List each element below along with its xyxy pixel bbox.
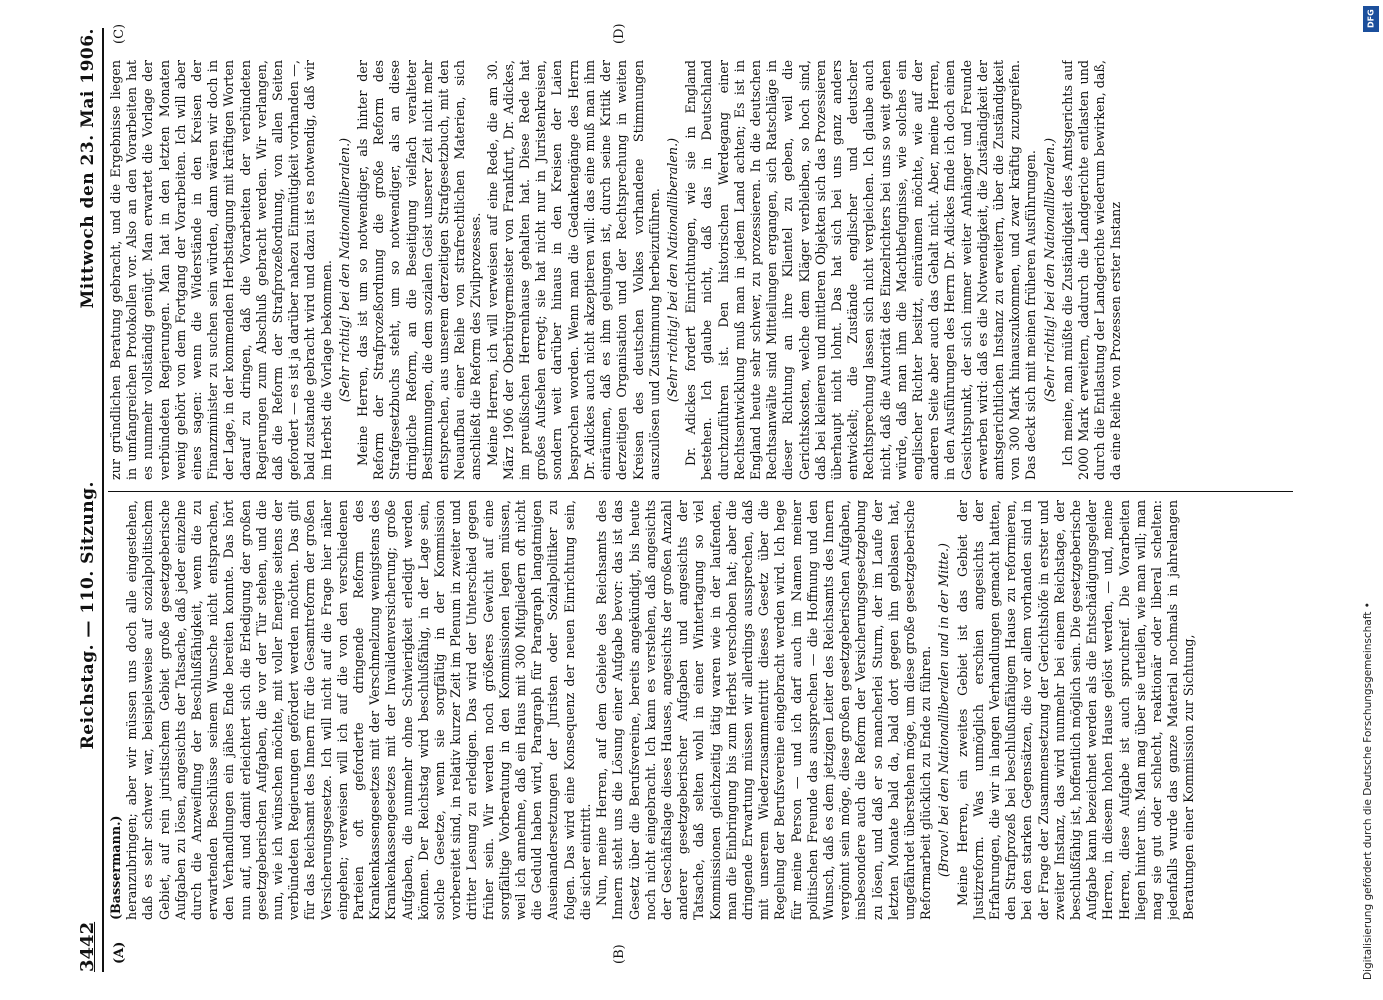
page-header (62, 28, 104, 972)
dfg-logo-icon: DFG (1363, 6, 1379, 32)
margin-mark-c: (C) (112, 23, 127, 44)
left-paragraph-1: heranzubringen; aber wir müssen uns doch alle eingestehen, daß es sehr schwer war, beispielsweise auf sozialpolitischem Gebiet, auf rein juristischem Gebiet große gesetzgeberische Aufgaben zu lösen, angesichts der Tatsache, daß jeder einzelne durch die Anzweiflung der Beschlußfähigkeit, wenn die zu erwartenden Beschlüsse seinem Wunsche nicht entsprachen, den Verhandlungen ein jähes Ende bereiten konnte. Das hört nun auf, und damit erleichtert sich die Erledigung der großen gesetzgeberischen Aufgaben, die vor der Tür stehen, und die nun, wie ich wünschen möchte, mit voller Energie seitens der verbündeten Regierungen gefördert werden möchten. Das gilt für das Reichsamt des Innern für die Gesamtreform der großen Versicherungsgesetze. Ich will nicht auf die Frage hier näher eingehen; verweisen will ich auf die von den verschiedenen Parteien oft geforderte dringende Reform des Krankenkassengesetzes mit der Verschmelzung wenigstens des Krankenkassengesetzes mit der Invalidenversicherung; große Aufgaben, die nunmehr ohne Schwierigkeit erledigt werden können. Der Reichstag wird beschlußfähig, in der Lage sein, solche Gesetze, wenn sie sorgfältig in der Kommission vorbereitet sind, in relativ kurzer Zeit im Plenum in zweiter und dritter Lesung zu erledigen. Das wird der Unterschied gegen früher sein. Wir werden noch größeres Gewicht auf eine sorgfältige Vorberatung in den Kommissionen legen müssen, weil ich annehme, daß ein Haus mit 300 Mitgliedern oft nicht die Geduld haben wird, Paragraph für Paragraph langatmigen Auseinandersetzungen der Juristen oder Sozialpolitiker zu folgen. Das wird eine Konsequenz der neuen Einrichtung sein, die sicher eintritt. (124, 500, 593, 920)
right-paragraph-5: Ich meine, man müßte die Zuständigkeit des Amtsgerichts auf 2000 Mark erweitern, dadurch die Landgerichte entlasten und durch die Entlastung der Landgerichte wiederum bewirken, daß, da eine Reihe von Prozessen erster Instanz (1059, 60, 1124, 480)
right-interjection-3: (Sehr richtig! bei den Nationalliberalen.) (1041, 137, 1057, 403)
speaker-tag: (Bassermann.) (108, 815, 123, 920)
column-divider (108, 491, 1293, 492)
credit-text: Digitalisierung gefördert durch die Deutsche Forschungsgemeinschaft • (1362, 602, 1374, 980)
margin-mark-a: (A) (112, 941, 127, 964)
left-interjection-1: (Bravo! bei den Nationalliberalen und in der Mitte.) (936, 542, 952, 878)
right-interjection-2: (Sehr richtig! bei den Nationalliberalen.) (664, 137, 680, 403)
right-paragraph-1: zur gründlichen Beratung gebracht, und die Ergebnisse liegen in umfangreichen Protokollen vor. Also an den Vorarbeiten hat es nunmehr vollständig genügt. Man erwartet die Vorlage der verbündeten Regierungen. Man hat in den letzten Monaten wenig gehört von dem Fortgang der Vorarbeiten. Ich will aber eines sagen: wenn die Widerstände in den Kreisen der Finanzminister zu suchen sein würden, dann wären wir doch in der Lage, in der kommenden Herbsttagung mit kräftigen Worten darauf zu dringen, daß die Vorarbeiten der verbündeten Regierungen zum Abschluß gebracht werden. Wir verlangen, daß die Reform der Strafprozeßordnung, von allen Seiten gefordert — es ist ja darüber nahezu Einmütigkeit vorhanden —, bald zustande gebracht wird und dazu ist es notwendig, daß wir im Herbst die Vorlage bekommen. (108, 60, 334, 480)
right-interjection-1: (Sehr richtig! bei den Nationalliberalen.) (336, 137, 352, 403)
right-paragraph-3: Meine Herren, ich will verweisen auf eine Rede, die am 30. März 1906 der Oberbürgermeister von Frankfurt, Dr. Adickes, im preußischen Herrenhause gehalten hat. Diese Rede hat großes Aufsehen erregt; sie hat nicht nur in Juristenkreisen, sondern weit darüber hinaus in den Kreisen der Laien besprochen worden. Wenn man die Gedankengänge des Herrn Dr. Adickes auch nicht akzeptieren will: das eine muß man ihm einräumen, daß es ihm gelungen ist, durch seine Kritik der derzeitigen Organisation und der Rechtsprechung in weiten Kreisen des deutschen Volkes vorhandene Stimmungen auszulösen und Zustimmung herbeizuführen. (484, 60, 662, 480)
right-column (108, 60, 1293, 480)
right-paragraph-4: Dr. Adickes fordert Einrichtungen, wie sie in England bestehen. Ich glaube nicht, daß das in Deutschland durchzuführen ist. Den historischen Werdegang einer Rechtsentwicklung muß man in jedem Land achten; Es ist in England heute sehr schwer, zu prozessieren. In die deutschen Rechtsanwälte sind Mitteilungen ergangen, sich Ratschläge in dieser Richtung an ihre Klientel zu geben, weil die Gerichtskosten, welche dem Kläger verbleiben, so hoch sind, daß bei kleineren und mittleren Objekten sich das Prozessieren überhaupt nicht lohnt. Das hat sich bei uns ganz anders entwickelt; die Zustände englischer und deutscher Rechtsprechung lassen sich nicht vergleichen. Ich glaube auch nicht, daß die Autorität des Einzelrichters bei uns so weit gehen würde, daß man ihm die Machtbefugnisse, wie solches ein englischer Richter besitzt, einräumen möchte, wie auf der anderen Seite aber auch das Gehalt nicht. Aber, meine Herren, in den Ausführungen des Herrn Dr. Adickes finde ich doch einen Gesichtspunkt, der sich immer weiter Anhänger und Freunde erwerben wird: daß es die Notwendigkeit, die Zuständigkeit der amtsgerichtlichen Instanz zu erweitern, über die Zuständigkeit von 300 Mark hinauszukommen, und zwar kräftig zuzugreifen. Das deckt sich mit meinen früheren Ausführungen. (683, 60, 1039, 480)
margin-mark-b: (B) (612, 944, 627, 964)
margin-mark-d: (D) (612, 23, 627, 44)
session-date: Mittwoch den 23. Mai 1906. (78, 28, 98, 309)
left-paragraph-2: Nun, meine Herren, auf dem Gebiete des Reichsamts des Innern steht uns die Lösung einer Aufgabe bevor: das ist das Gesetz über die Berufsvereine, bereits angekündigt, bis heute noch nicht eingebracht. Ich kann es verstehen, daß angesichts der Geschäftslage dieses Hauses, angesichts der großen Anzahl anderer gesetzgeberischer Aufgaben und angesichts der Tatsache, daß selten wohl in einer Wintertagung so viel Kommissionen gleichzeitig tätig waren wie in der laufenden, man die Einbringung bis zum Herbst verschoben hat; aber die dringende Erwartung müssen wir allerdings aussprechen, daß mit unserem Wiederzusammentritt dieses Gesetz über die Regelung der Berufsvereine eingebracht werden wird. Ich hege für meine Person — und ich darf auch im Namen meiner politischen Freunde das aussprechen — die Hoffnung und den Wunsch, daß es dem jetzigen Leiter des Reichsamts des Innern vergönnt sein möge, diese großen gesetzgeberischen Aufgaben, insbesondere auch die Reform der Versicherungsgesetzgebung zu lösen, und daß er so mancherlei Sturm, der im Laufe der letzten Monate bald da, bald dort gegen ihn geblasen hat, ungefährdet überstehen möge, um diese große gesetzgeberische Reformarbeit glücklich zu Ende zu führen. (594, 500, 934, 920)
digitization-credit (1361, 0, 1383, 1000)
right-paragraph-2: Meine Herren, das ist um so notwendiger, als hinter der Reform der Strafprozeßordnung die große Reform des Strafgesetzbuchs steht, um so notwendiger, als an diese dringliche Reform, an die Beseitigung vielfach veralteter Bestimmungen, die dem sozialen Geist unserer Zeit nicht mehr entsprechen, aus unserem derzeitigen Strafgesetzbuch, mit den Neuaufbau einer Reihe von strafrechtlichen Materien, sich anschließt die Reform des Zivilprozesses. (355, 60, 484, 480)
left-column (108, 500, 1293, 920)
left-paragraph-3: Meine Herren, ein zweites Gebiet ist das Gebiet der Justizreform. Was unmöglich erschien angesichts der Erfahrungen, die wir in langen Verhandlungen gemacht hatten, den Strafprozeß bei beschlußunfähigem Hause zu reformieren, bei den starken Gegensätzen, die vor allem vorhanden sind in der Frage der Zusammensetzung der Gerichtshöfe in erster und zweiter Instanz, das wird nunmehr bei einem Reichstage, der beschlußfähig ist, hoffentlich möglich sein. Die gesetzgeberische Aufgabe kann bezeichnet werden als die Entschädigungsgelder Herren, in diesem hohen Hause gelöst werden, — und, meine Herren, diese Aufgabe ist auch spruchreif. Die Vorarbeiten liegen hinter uns. Man mag über sie urteilen, wie man will; man mag sie gut oder schlecht, reaktionär oder liberal schelten: jedenfalls wurde das ganze Material nochmals in jahrelangen Beratungen einer Kommission zur Sichtung, (954, 500, 1197, 920)
page-number: 3442 (77, 921, 98, 972)
session-title: Reichstag. — 110. Sitzung. (78, 481, 98, 750)
